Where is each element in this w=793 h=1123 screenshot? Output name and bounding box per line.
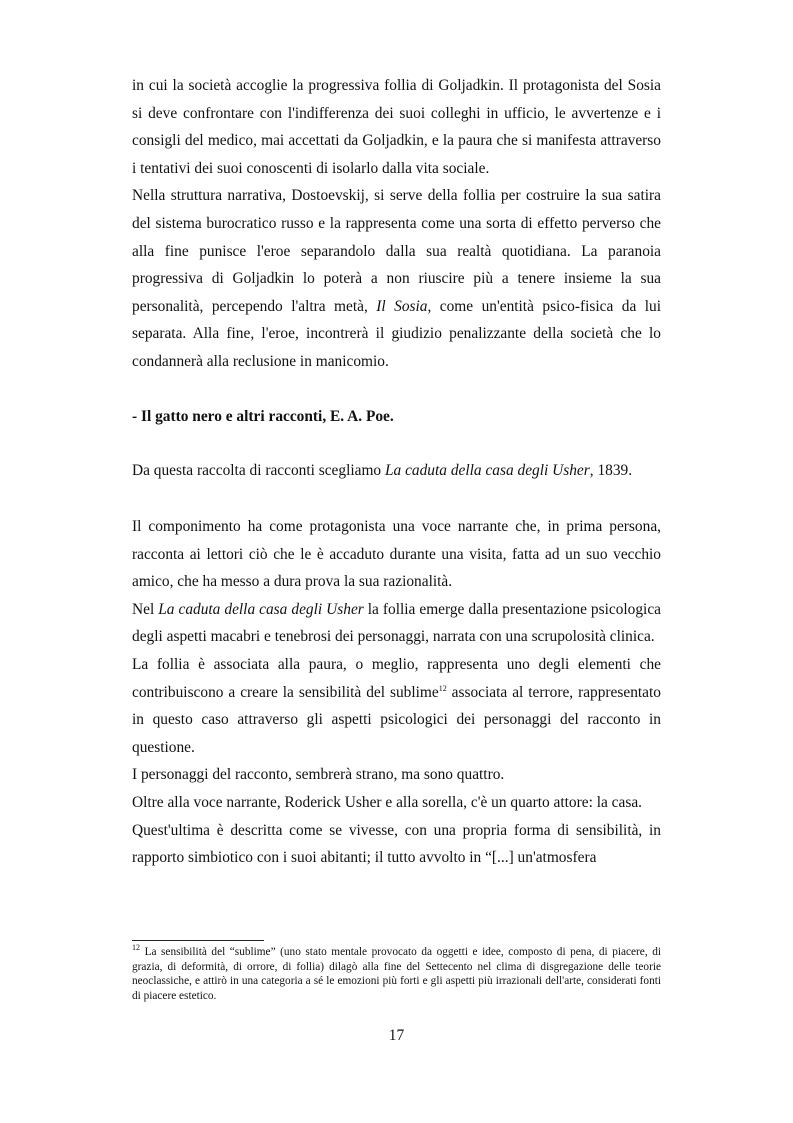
page-number: 17 — [388, 1027, 405, 1044]
paragraph-text: associata al terrore, rappresentato in questo caso attraverso gli aspetti psicologici dei personaggi del racconto in questione. — [132, 683, 661, 756]
body-text-top — [132, 72, 661, 376]
paragraph-personaggi: I personaggi del racconto, sembrerà strano, ma sono quattro. — [132, 766, 505, 784]
paragraph-dostoevskij — [132, 182, 661, 375]
paragraph-usher — [132, 596, 661, 651]
footnote-divider — [132, 940, 264, 941]
italic-title: La caduta della casa degli Usher — [384, 462, 590, 479]
paragraph-text: La follia è associata alla paura, o meglio, rappresenta uno degli elementi che contribuiscono a creare la sensibilità del sublime — [132, 655, 661, 701]
paragraph-text: Nel — [132, 600, 159, 618]
paragraph-casa: Quest'ultima è descritta come se vivesse, con una propria forma di sensibilità, in rapporto simbiotico con i suoi abitanti; il tutto avvolto in “[...] un'atmosfera — [132, 821, 661, 867]
paragraph-text: Da questa raccolta di racconti scegliamo — [132, 462, 385, 479]
paragraph-text: Nella struttura narrativa, Dostoevskij, si serve della follia per costruire la sua satira del sistema burocratico russo e la rappresenta come una sorta di effetto perverso che alla fine punisce l'eroe separandolo dalla sua realtà quotidiana. La paranoia progressiva di Goljadkin lo poterà a non riuscire più a tenere insieme la sua personalità, percependo l'altra metà, — [132, 187, 661, 315]
italic-title: La caduta della casa degli Usher — [158, 600, 364, 618]
body-text-poe — [132, 513, 661, 872]
footnote — [132, 945, 661, 1003]
paragraph-intro — [132, 457, 661, 485]
paragraph-text: , 1839. — [589, 462, 633, 479]
paragraph-follia — [132, 651, 661, 761]
italic-title: Il Sosia — [376, 297, 428, 315]
footnote-number: 12 — [132, 943, 140, 953]
footnote-text: La sensibilità del “sublime” (uno stato mentale provocato da oggetti e idee, composto di pena, di piacere, di grazia, di deformità, di orrore, di follia) dilagò alla fine del Settecento nel clima di disgregazione delle teorie neoclassiche, e attirò in una categoria a sé le emozioni più forti e gli aspetti più irrazionali dell'arte, considerati fonti di piacere estetico. — [132, 946, 661, 1002]
paragraph-componimento: Il componimento ha come protagonista una voce narrante che, in prima persona, racconta ai lettori ciò che le è accaduto durante una visita, fatta ad un suo vecchio amico, che ha messo a dura prova la sua razionalità. — [132, 518, 661, 591]
paragraph-text: , come un'entità psico-fisica da lui separata. Alla fine, l'eroe, incontrerà il giudizio penalizzante della società che lo condannerà alla reclusione in manicomio. — [132, 297, 661, 370]
footnote-ref: 12 — [438, 683, 447, 693]
paragraph-attore: Oltre alla voce narrante, Roderick Usher e alla sorella, c'è un quarto attore: la casa. — [132, 793, 642, 811]
section-heading: - Il gatto nero e altri racconti, E. A. Poe. — [132, 408, 394, 425]
paragraph-goljadkin: in cui la società accoglie la progressiva follia di Goljadkin. Il protagonista del Sosia si deve confrontare con l'indifferenza dei suoi colleghi in ufficio, le avvertenze e i consigli del medico, mai accettati da Goljadkin, e la paura che si manifesta attraverso i tentativi dei suoi conoscenti di isolarlo dalla vita sociale. — [132, 77, 661, 177]
paragraph-text: la follia emerge dalla presentazione psicologica degli aspetti macabri e tenebrosi dei personaggi, narrata con una scrupolosità clinica. — [132, 600, 661, 646]
intro-line — [132, 457, 661, 485]
